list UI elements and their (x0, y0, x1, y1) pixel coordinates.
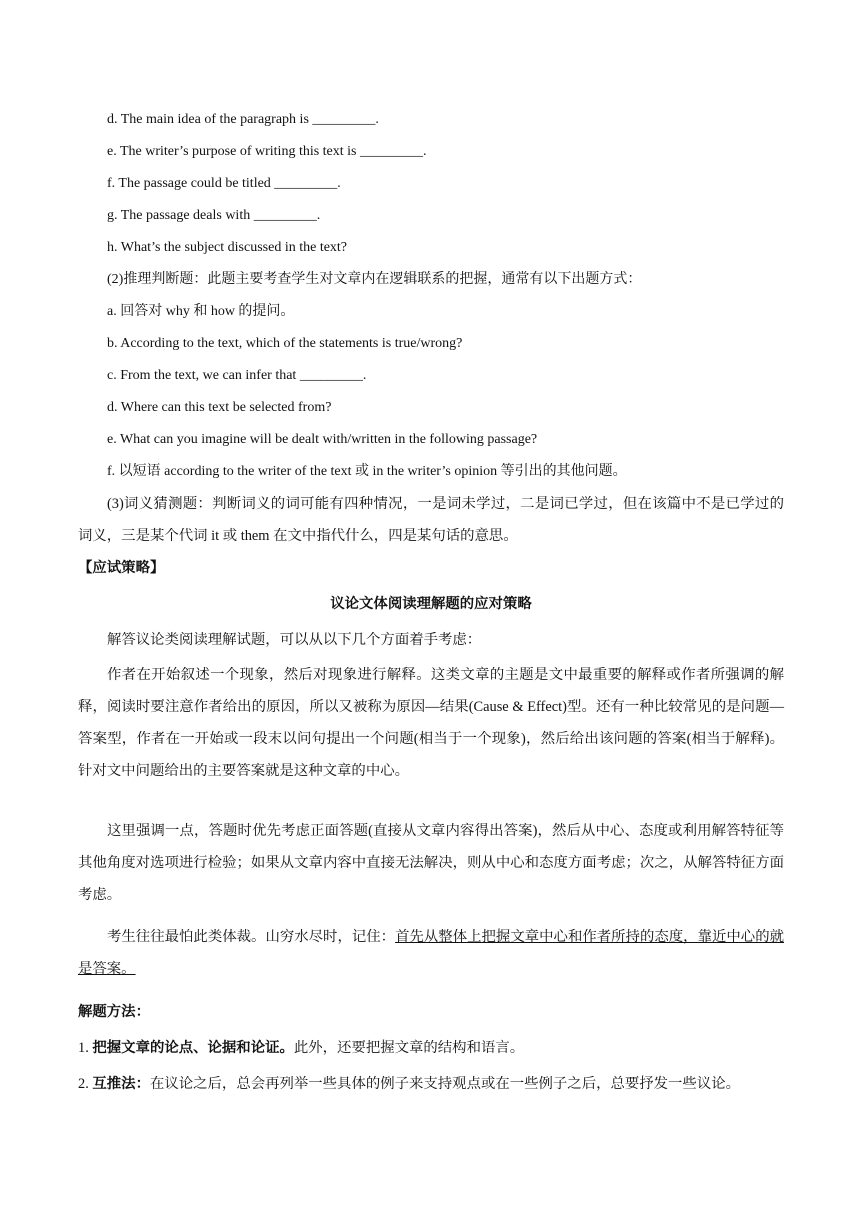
inference-item-e: e. What can you imagine will be dealt with/written in the following passage? (107, 432, 538, 447)
inference-item-c: c. From the text, we can infer that _________. (107, 368, 367, 383)
strategy-paragraph-3: 这里强调一点，答题时优先考虑正面答题(直接从文章内容得出答案)，然后从中心、态度或利用解答特征等其他角度对选项进行检验；如果从文章内容中直接无法解决，则从中心和态度方面考虑；次之，从解答特征方面考虑。 (78, 823, 784, 903)
vocab-guess-paragraph: (3)词义猜测题：判断词义的词可能有四种情况，一是词未学过，二是词已学过，但在该篇中不是已学过的词义，三是某个代词 it 或 them 在文中指代什么，四是某句话的意思。 (78, 496, 784, 544)
strategy-paragraph-2: 作者在开始叙述一个现象，然后对现象进行解释。这类文章的主题是文中最重要的解释或作者所强调的解释，阅读时要注意作者给出的原因，所以又被称为原因—结果(Cause & Effect)型。还有一种比较常见的是问题—答案型，作者在一开始或一段末以问句提出一个问题(相当于一个现象)，然后给出该问题的答案(相当于解释)。针对文中问题给出的主要答案就是这种文章的中心。 (78, 667, 784, 779)
strategy-paragraph-4-prefix: 考生往往最怕此类体裁。山穷水尽时，记住： (107, 929, 396, 945)
inference-item-f: f. 以短语 according to the writer of the text 或 in the writer’s opinion 等引出的其他问题。 (107, 464, 627, 479)
inference-item-b: b. According to the text, which of the statements is true/wrong? (107, 336, 463, 351)
question-g-deals-with: g. The passage deals with _________. (107, 208, 321, 223)
strategy-paragraph-4-key-point: 首先从整体上把握文章中心和作者所持的态度，靠近中心的就是答案。 (78, 929, 784, 977)
strategy-heading: 【应试策略】 (78, 560, 165, 576)
question-d-main-idea: d. The main idea of the paragraph is _________. (107, 112, 379, 127)
method-item-1-text: 此外，还要把握文章的结构和语言。 (293, 1040, 525, 1056)
method-item-2-number: 2. (78, 1076, 93, 1092)
question-e-purpose: e. The writer’s purpose of writing this text is _________. (107, 144, 427, 159)
strategy-paragraph-1: 解答议论类阅读理解试题，可以从以下几个方面着手考虑： (107, 632, 482, 648)
strategy-title: 议论文体阅读理解题的应对策略 (330, 596, 532, 612)
method-item-1-number: 1. (78, 1040, 93, 1056)
inference-item-d: d. Where can this text be selected from? (107, 400, 332, 415)
method-item-1-key: 把握文章的论点、论据和论证。 (92, 1040, 294, 1056)
methods-heading: 解题方法： (78, 1004, 150, 1020)
method-item-1 (78, 1039, 524, 1057)
method-item-2-key: 互推法： (92, 1076, 150, 1092)
question-h-subject: h. What’s the subject discussed in the text? (107, 240, 348, 255)
question-f-title: f. The passage could be titled _________. (107, 176, 341, 191)
strategy-paragraph-4 (78, 921, 784, 985)
inference-item-a: a. 回答对 why 和 how 的提问。 (107, 304, 295, 319)
inference-intro: (2)推理判断题：此题主要考查学生对文章内在逻辑联系的把握，通常有以下出题方式： (107, 272, 642, 287)
method-item-2 (78, 1075, 740, 1093)
method-item-2-text: 在议论之后，总会再列举一些具体的例子来支持观点或在一些例子之后，总要抒发一些议论。 (149, 1076, 740, 1092)
